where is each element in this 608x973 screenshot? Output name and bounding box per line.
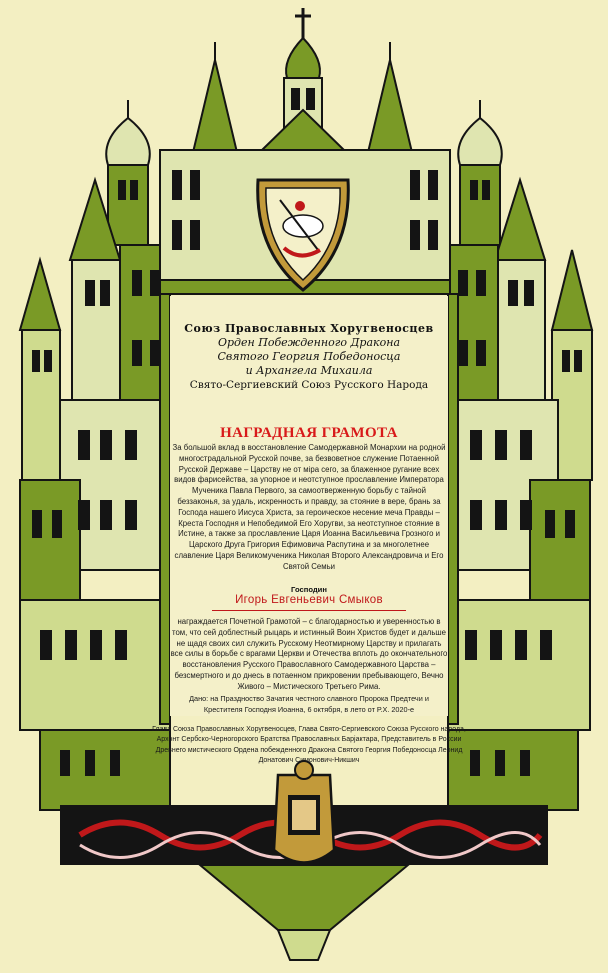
union-subtitle: Свято-Сергиевский Союз Русского Народа: [189, 379, 429, 391]
order-line-1: Орден Побежденного Дракона: [217, 336, 401, 349]
award-title: НАГРАДНАЯ ГРАМОТА: [220, 425, 398, 441]
header-block: [174, 322, 444, 392]
dated-line: Дано: на Праздноство Зачатия честного славного Пророка Предтечи и Крестителя Господня Иоанна, 6 октября, в лето от Р.Х. 2020-е: [189, 694, 429, 714]
award-paragraph: награждается Почетной Грамотой – с благодарностью и уверенностью в том, что сей доблестный рыцарь и истинный Воин Христов будет и дальше не щадя своих сил служить Русскому Неотмирному Царству и прилагать все силы в борьбе с врагами Церкви и Отечества вплоть до окончательного восстановления Русского Православного Самодержавного Царства – безсмертного и до днесь в потаенном прикровении пребывающего, Вечно Живого – Мистического Третьего Рима.: [170, 617, 448, 691]
order-line-3: и Архангела Михаила: [245, 364, 373, 377]
addressee-label: Господин: [291, 585, 327, 594]
recipient-name: Игорь Евгеньевич Смыков: [235, 594, 383, 606]
signature-block: Глава Союза Православных Хоругвеносцев, Глава Свято-Сергиевского Союза Русского народа, Архонт Сербско-Черногорского Братства Православных Барјактара, Представитель в России Древнего мистического Ордена побежденного Дракона Святого Георгия Победоносца Леонид Донатович Симонович-Никшич: [152, 726, 466, 765]
union-title: Союз Православных Хоругвеносцев: [184, 322, 434, 335]
name-underline: [212, 610, 406, 611]
merit-paragraph: За большой вклад в восстановление Самодержавной Монархии на родной многострадальной Русской почве, за безвоветное служение Потаенной Русской Державе – Царству не от міра сего, за блаженное ругание всех видов фарисейства, за упорное и неотступное прославление Императора Мученика Павла Первого, за самоотверженную борьбу с тайной беззаконья, за удаль, искренность и правду, за стояние в вере, брань за Господа нашего Иисуса Христа, за героическое несение меча Правды – Креста Господня и Непобедимой Его Хоругви, за неотступное стояние в Истине, а также за прославление Царя Иоанна Васильевича Грозного и Царского Друга Григория Ефимовича Распутина и за многолетнее славление Царя Великомученика Николая Второго Александровича и Его Святой Семьи: [172, 443, 446, 571]
order-line-2: Святого Георгия Победоносца: [217, 350, 401, 363]
union-seal-icon: [274, 761, 334, 863]
